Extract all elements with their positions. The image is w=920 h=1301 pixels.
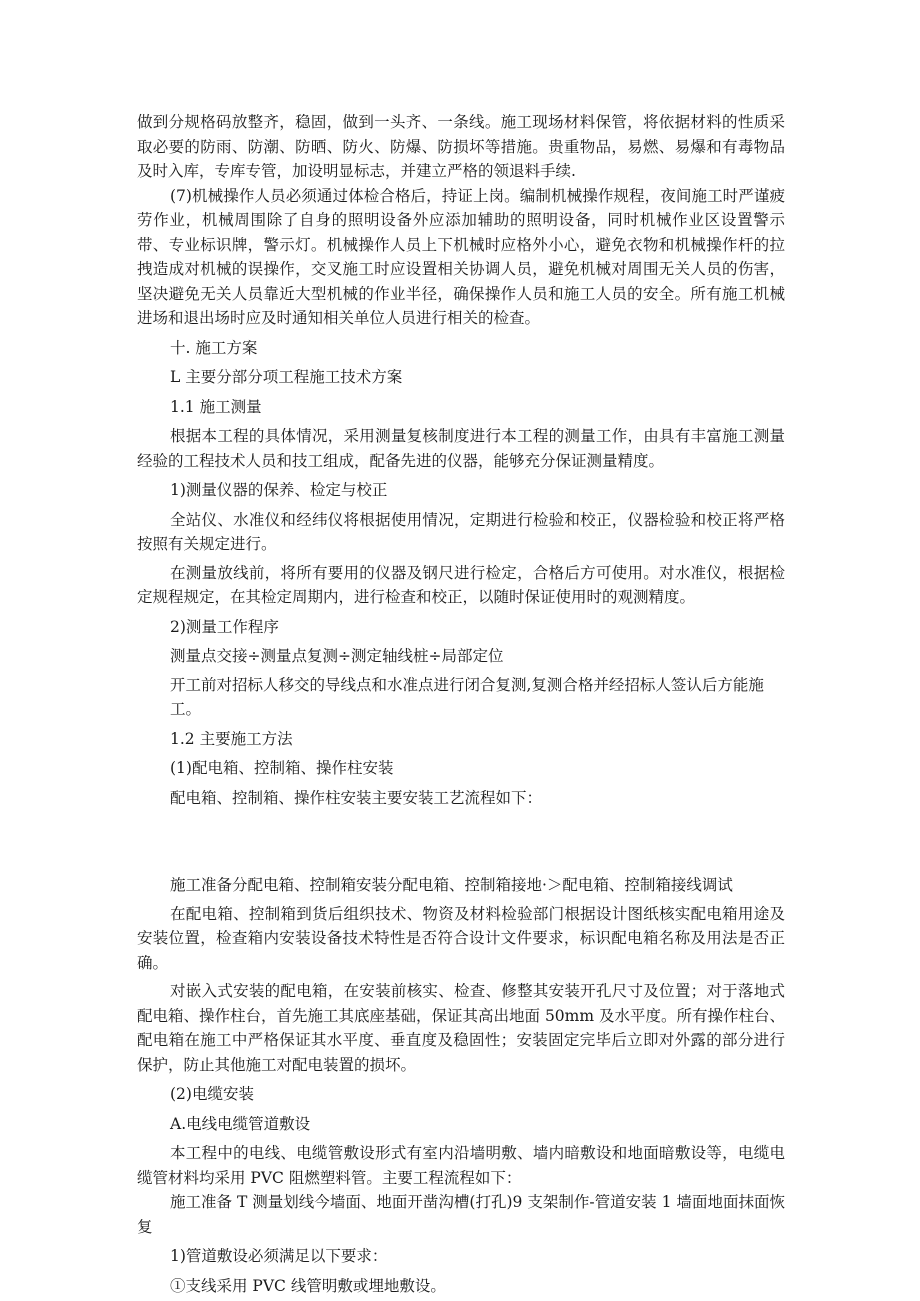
subheading-distribution-box: (1)配电箱、控制箱、操作柱安装 <box>170 759 394 777</box>
list-item-branch-line: ①支线采用 PVC 线管明敷或埋地敷设。 <box>170 1276 446 1295</box>
subheading-conduit-laying: A.电线电缆管道敷设 <box>170 1114 311 1133</box>
section-heading-survey: 1.1 施工测量 <box>170 397 262 416</box>
paragraph-instrument-calibration: 全站仪、水准仪和经纬仪将根据使用情况，定期进行检验和校正，仪器检验和校正将严格按照有关规定进行。 <box>137 510 785 553</box>
subheading-cable-installation: (2)电缆安装 <box>170 1085 254 1103</box>
line-survey-recheck: 开工前对招标人移交的导线点和水准点进行闭合复测,复测合格并经招标人签认后方能施工。 <box>170 675 764 718</box>
line-survey-flow: 测量点交接÷测量点复测÷测定轴线桩÷局部定位 <box>170 647 504 665</box>
subheading-survey-procedure: 2)测量工作程序 <box>170 617 279 636</box>
line-distribution-box-flow-intro: 配电箱、控制箱、操作柱安装主要安装工艺流程如下： <box>170 788 543 807</box>
subheading-instrument-maintenance: 1)测量仪器的保养、检定与校正 <box>170 481 388 499</box>
paragraph-instrument-check: 在测量放线前，将所有要用的仪器及钢尺进行检定，合格后方可使用。对水准仪，根据检定规程规定，在其检定周期内，进行检查和校正，以随时保证使用时的观测精度。 <box>137 563 785 606</box>
paragraph-conduit-flow: 施工准备 T 测量划线今墙面、地面开凿沟槽(打孔)9 支架制作-管道安装 1 墙面地面抹面恢复 <box>137 1193 785 1236</box>
paragraph-survey-intro: 根据本工程的具体情况，采用测量复核制度进行本工程的测量工作，由具有丰富施工测量经验的工程技术人员和技工组成，配备先进的仪器，能够充分保证测量精度。 <box>137 427 785 470</box>
blank-flowchart-area <box>137 810 785 868</box>
paragraph-machine-operators: (7)机械操作人员必须通过体检合格后，持证上岗。编制机械操作规程，夜间施工时严谨疲劳作业，机械周围除了自身的照明设备外应添加辅助的照明设备，同时机械作业区设置警示带、专业标识牌，警示灯。机械操作人员上下机械时应格外小心，避免衣物和机械操作杆的拉拽造成对机械的误操作，交叉施工时应设置相关协调人员，避免机械对周围无关人员的伤害，坚决避免无关人员靠近大型机械的作业半径，确保操作人员和施工人员的安全。所有施工机械进场和退出场时应及时通知相关单位人员进行相关的检查。 <box>137 186 785 327</box>
section-heading-technical-plan: L 主要分部分项工程施工技术方案 <box>170 368 403 386</box>
line-distribution-box-flow: 施工准备分配电箱、控制箱安装分配电箱、控制箱接地·＞配电箱、控制箱接线调试 <box>170 876 733 894</box>
paragraph-box-inspection: 在配电箱、控制箱到货后组织技术、物资及材料检验部门根据设计图纸核实配电箱用途及安装位置，检查箱内安装设备技术特性是否符合设计文件要求，标识配电箱名称及用法是否正确。 <box>137 904 785 972</box>
document-body <box>137 110 785 1298</box>
section-heading-construction-plan: 十. 施工方案 <box>170 338 258 357</box>
paragraph-box-installation: 对嵌入式安装的配电箱，在安装前核实、检查、修整其安装开孔尺寸及位置；对于落地式配电箱、操作柱台，首先施工其底座基础，保证其高出地面 50mm 及水平度。所有操作柱台、配电箱在施工中严格保证其水平度、垂直度及稳固性；安装固定完毕后立即对外露的部分进行保护，防止其他施工对配电装置的损坏。 <box>137 982 785 1074</box>
section-heading-main-methods: 1.2 主要施工方法 <box>170 729 293 748</box>
subheading-conduit-requirements: 1)管道敷设必须满足以下要求： <box>170 1247 388 1265</box>
paragraph-conduit-forms: 本工程中的电线、电缆管敷设形式有室内沿墙明敷、墙内暗敷设和地面暗敷设等，电缆电缆管材料均采用 PVC 阻燃塑料管。主要工程流程如下： <box>137 1144 785 1187</box>
paragraph-material-storage: 做到分规格码放整齐，稳固，做到一头齐、一条线。施工现场材料保管，将依据材料的性质采取必要的防雨、防潮、防晒、防火、防爆、防损坏等措施。贵重物品，易燃、易爆和有毒物品及时入库，专库专管，加设明显标志，并建立严格的领退料手续. <box>137 113 785 180</box>
